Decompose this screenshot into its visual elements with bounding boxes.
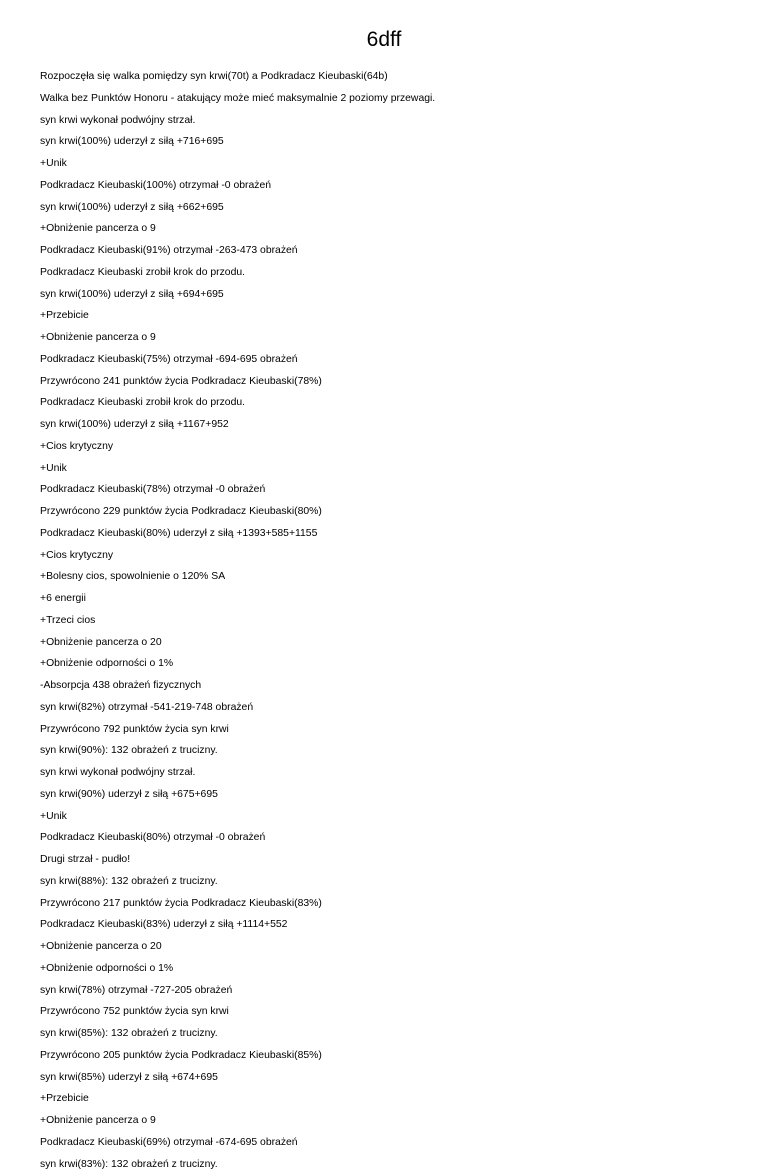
log-line: +Obniżenie odporności o 1% (40, 958, 740, 980)
log-line: syn krwi wykonał podwójny strzał. (40, 110, 740, 132)
log-line: +Bolesny cios, spowolnienie o 120% SA (40, 566, 740, 588)
log-line: Podkradacz Kieubaski(80%) otrzymał -0 obrażeń (40, 827, 740, 849)
log-line: Podkradacz Kieubaski zrobił krok do przodu. (40, 392, 740, 414)
log-line: syn krwi(90%): 132 obrażeń z trucizny. (40, 740, 740, 762)
log-line: +Unik (40, 153, 740, 175)
log-line: Podkradacz Kieubaski(75%) otrzymał -694-695 obrażeń (40, 349, 740, 371)
log-line: syn krwi(82%) otrzymał -541-219-748 obrażeń (40, 697, 740, 719)
log-line: Drugi strzał - pudło! (40, 849, 740, 871)
log-line: Podkradacz Kieubaski(78%) otrzymał -0 obrażeń (40, 479, 740, 501)
log-line: +Przebicie (40, 305, 740, 327)
log-line: +Obniżenie pancerza o 20 (40, 936, 740, 958)
log-line: +6 energii (40, 588, 740, 610)
log-line: -Absorpcja 438 obrażeń fizycznych (40, 675, 740, 697)
log-line: +Obniżenie pancerza o 9 (40, 1110, 740, 1132)
log-line: syn krwi(100%) uderzył z siłą +694+695 (40, 284, 740, 306)
log-line: syn krwi(83%): 132 obrażeń z trucizny. (40, 1154, 740, 1175)
log-line: syn krwi wykonał podwójny strzał. (40, 762, 740, 784)
log-line: syn krwi(90%) uderzył z siłą +675+695 (40, 784, 740, 806)
log-line: Podkradacz Kieubaski(80%) uderzył z siłą +1393+585+1155 (40, 523, 740, 545)
log-line: syn krwi(85%) uderzył z siłą +674+695 (40, 1067, 740, 1089)
log-line: syn krwi(100%) uderzył z siłą +1167+952 (40, 414, 740, 436)
log-line: Podkradacz Kieubaski zrobił krok do przodu. (40, 262, 740, 284)
log-line: Podkradacz Kieubaski(69%) otrzymał -674-695 obrażeń (40, 1132, 740, 1154)
log-line: +Obniżenie pancerza o 20 (40, 632, 740, 654)
battle-log (40, 66, 740, 1175)
log-line: +Obniżenie odporności o 1% (40, 653, 740, 675)
log-line: +Trzeci cios (40, 610, 740, 632)
log-line: Rozpoczęła się walka pomiędzy syn krwi(70t) a Podkradacz Kieubaski(64b) (40, 66, 740, 88)
log-line: Podkradacz Kieubaski(100%) otrzymał -0 obrażeń (40, 175, 740, 197)
log-line: Walka bez Punktów Honoru - atakujący może mieć maksymalnie 2 poziomy przewagi. (40, 88, 740, 110)
log-line: Przywrócono 752 punktów życia syn krwi (40, 1001, 740, 1023)
log-line: +Unik (40, 806, 740, 828)
log-line: +Obniżenie pancerza o 9 (40, 218, 740, 240)
log-line: Przywrócono 217 punktów życia Podkradacz Kieubaski(83%) (40, 893, 740, 915)
log-line: syn krwi(85%): 132 obrażeń z trucizny. (40, 1023, 740, 1045)
log-line: syn krwi(78%) otrzymał -727-205 obrażeń (40, 980, 740, 1002)
log-line: Podkradacz Kieubaski(83%) uderzył z siłą +1114+552 (40, 914, 740, 936)
log-line: Przywrócono 792 punktów życia syn krwi (40, 719, 740, 741)
log-line: +Cios krytyczny (40, 545, 740, 567)
log-line: syn krwi(100%) uderzył z siłą +716+695 (40, 131, 740, 153)
page-title: 6dff (0, 27, 768, 53)
log-line: +Unik (40, 458, 740, 480)
log-line: Przywrócono 229 punktów życia Podkradacz Kieubaski(80%) (40, 501, 740, 523)
log-line: Przywrócono 205 punktów życia Podkradacz Kieubaski(85%) (40, 1045, 740, 1067)
log-line: syn krwi(88%): 132 obrażeń z trucizny. (40, 871, 740, 893)
log-line: +Cios krytyczny (40, 436, 740, 458)
log-line: Przywrócono 241 punktów życia Podkradacz Kieubaski(78%) (40, 371, 740, 393)
log-line: syn krwi(100%) uderzył z siłą +662+695 (40, 197, 740, 219)
log-line: Podkradacz Kieubaski(91%) otrzymał -263-473 obrażeń (40, 240, 740, 262)
log-line: +Przebicie (40, 1088, 740, 1110)
log-line: +Obniżenie pancerza o 9 (40, 327, 740, 349)
